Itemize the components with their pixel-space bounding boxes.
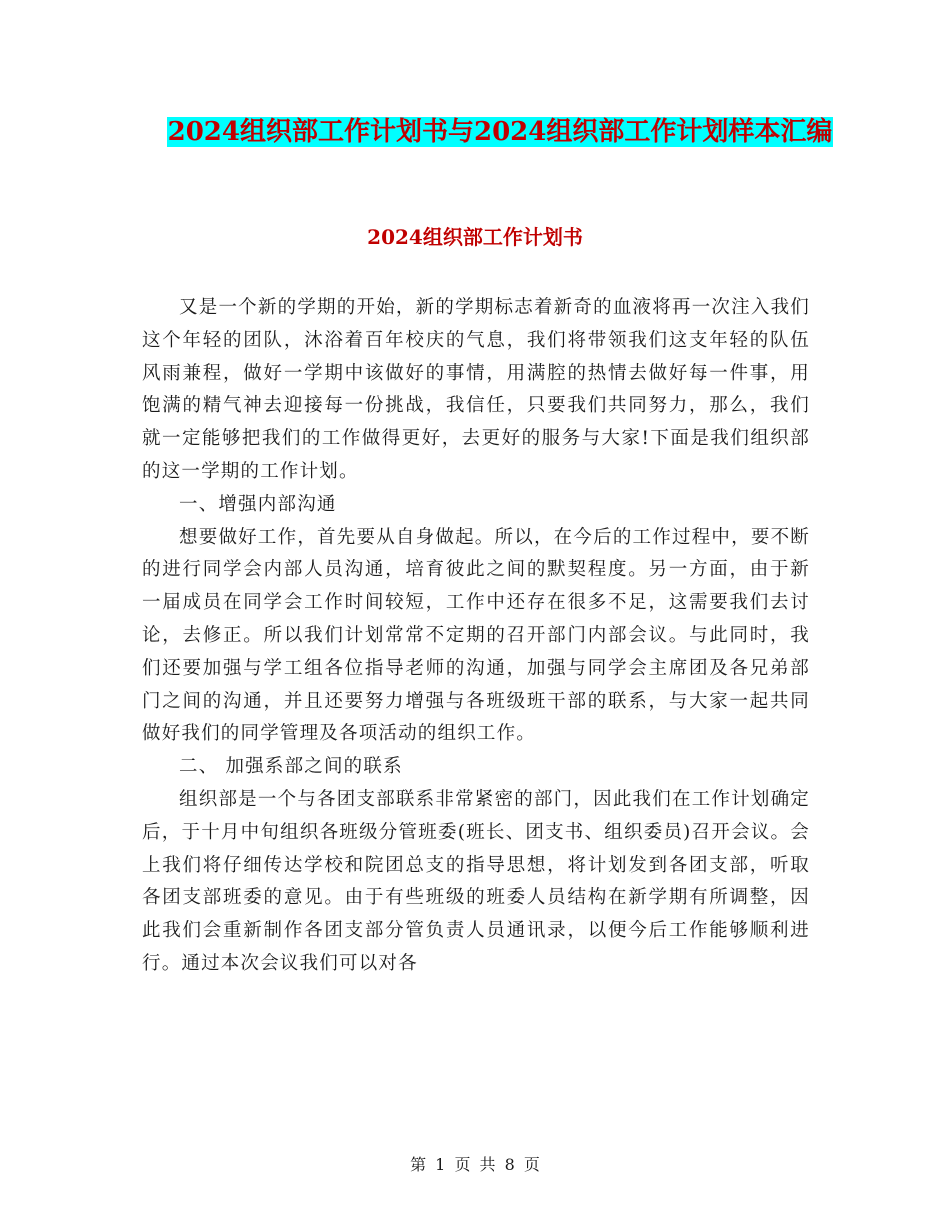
heading-internal-communication: 一、增强内部沟通 xyxy=(179,493,337,515)
internal-communication-paragraph: 想要做好工作，首先要从自身做起。所以，在今后的工作过程中，要不断的进行同学会内部人员沟通，培育彼此之间的默契程度。另一方面，由于新一届成员在同学会工作时间较短，工作中还存在很多不足，这需要我们去讨论，去修正。所以我们计划常常不定期的召开部门内部会议。与此同时，我们还要加强与学工组各位指导老师的沟通，加强与同学会主席团及各兄弟部门之间的沟通，并且还要努力增强与各班级班干部的联系，与大家一起共同做好我们的同学管理及各项活动的组织工作。 xyxy=(142,526,810,745)
page-number-footer: 第 1 页 共 8 页 xyxy=(410,1155,540,1174)
section-title: 2024组织部工作计划书 xyxy=(367,225,583,249)
heading-department-liaison: 二、 加强系部之间的联系 xyxy=(179,756,403,778)
department-liaison-paragraph: 组织部是一个与各团支部联系非常紧密的部门，因此我们在工作计划确定后，于十月中旬组织各班级分管班委(班长、团支书、组织委员)召开会议。会上我们将仔细传达学校和院团总支的指导思想，将计划发到各团支部，听取各团支部班委的意见。由于有些班级的班委人员结构在新学期有所调整，因此我们会重新制作各团支部分管负责人员通讯录，以便今后工作能够顺利进行。通过本次会议我们可以对各 xyxy=(142,788,810,974)
intro-paragraph: 又是一个新的学期的开始，新的学期标志着新奇的血液将再一次注入我们这个年轻的团队，沐浴着百年校庆的气息，我们将带领我们这支年轻的队伍风雨兼程，做好一学期中该做好的事情，用满腔的热情去做好每一件事，用饱满的精气神去迎接每一份挑战，我信任，只要我们共同努力，那么，我们就一定能够把我们的工作做得更好，去更好的服务与大家!下面是我们组织部的这一学期的工作计划。 xyxy=(142,297,810,482)
document-main-title xyxy=(150,112,850,152)
main-title-highlight: 2024组织部工作计划书与2024组织部工作计划样本汇编 xyxy=(167,117,833,147)
document-body xyxy=(142,292,810,981)
